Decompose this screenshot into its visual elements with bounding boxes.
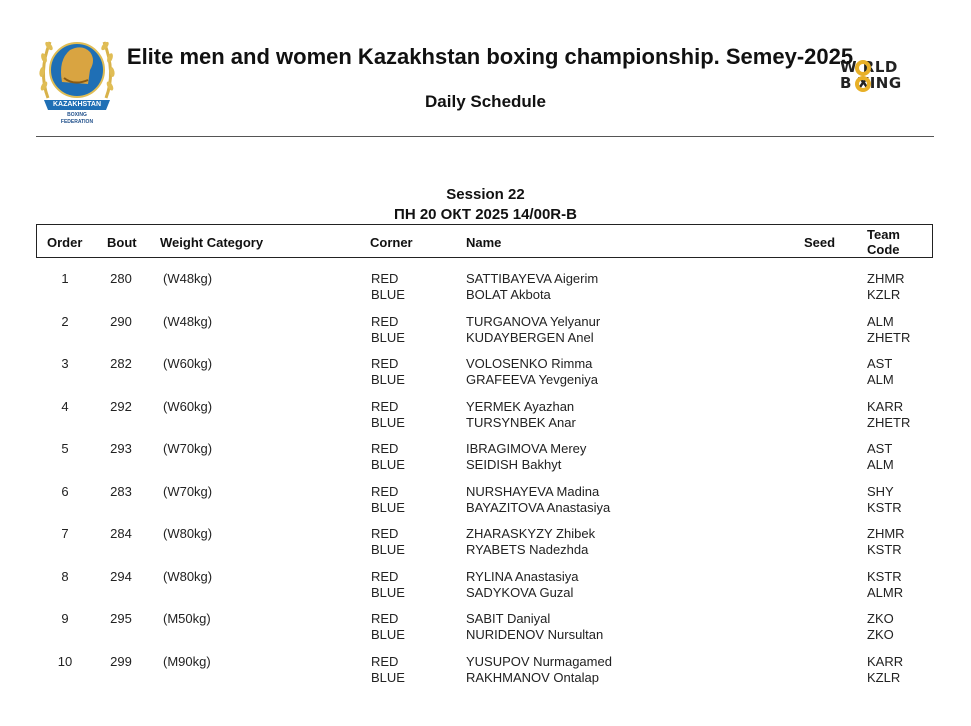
blue-boxer-name: GRAFEEVA Yevgeniya bbox=[466, 372, 599, 387]
weight-category-cell: (W48kg) bbox=[163, 271, 213, 286]
weight-category-cell: (W70kg) bbox=[163, 441, 213, 456]
session-date: ПН 20 ОКТ 2025 14/00R-B bbox=[394, 206, 577, 223]
weight-category-cell: (M50kg) bbox=[163, 611, 211, 626]
red-team-code: KARR bbox=[867, 398, 904, 414]
red-team-code: KSTR bbox=[867, 568, 902, 584]
red-boxer-name: TURGANOVA Yelyanur bbox=[466, 313, 601, 329]
blue-team-code: ZKO bbox=[867, 627, 894, 642]
red-corner-cell: RED bbox=[371, 611, 399, 626]
weight-category-cell: (W80kg) bbox=[163, 568, 213, 584]
weight-category-cell: (W60kg) bbox=[163, 398, 213, 414]
red-boxer-name: RYLINA Anastasiya bbox=[466, 568, 579, 584]
column-weight-category: Weight Category bbox=[160, 235, 264, 250]
red-boxer-name: ZHARASKYZY Zhibek bbox=[466, 526, 596, 541]
order-cell: 4 bbox=[61, 398, 69, 414]
document-title: Elite men and women Kazakhstan boxing championship. Semey-2025 bbox=[126, 44, 854, 69]
logo-federation-text: FEDERATION bbox=[60, 119, 94, 125]
bout-cell: 282 bbox=[110, 356, 132, 371]
blue-boxer-name: TURSYNBEK Anar bbox=[466, 414, 576, 430]
blue-corner-cell: BLUE bbox=[371, 287, 405, 302]
red-team-code: ZKO bbox=[867, 611, 894, 626]
bout-cell: 293 bbox=[110, 441, 132, 456]
red-boxer-name: NURSHAYEVA Madina bbox=[466, 483, 600, 499]
blue-team-code: KZLR bbox=[867, 669, 901, 685]
weight-category-cell: (W70kg) bbox=[163, 483, 213, 499]
order-cell: 8 bbox=[61, 568, 69, 584]
order-cell: 1 bbox=[61, 271, 69, 286]
weight-category-cell: (W60kg) bbox=[163, 356, 213, 371]
column-order: Order bbox=[47, 235, 83, 250]
red-corner-cell: RED bbox=[371, 526, 399, 541]
bout-cell: 290 bbox=[110, 313, 132, 329]
order-cell: 3 bbox=[61, 356, 69, 371]
order-cell: 5 bbox=[61, 441, 69, 456]
blue-boxer-name: SADYKOVA Guzal bbox=[466, 584, 574, 600]
blue-boxer-name: BOLAT Akbota bbox=[466, 287, 551, 302]
world-boxing-line-2: B XING bbox=[840, 74, 902, 92]
column-corner: Corner bbox=[370, 235, 413, 250]
weight-category-cell: (W48kg) bbox=[163, 313, 213, 329]
red-corner-cell: RED bbox=[371, 356, 399, 371]
bout-cell: 284 bbox=[110, 526, 132, 541]
blue-team-code: ALM bbox=[867, 457, 894, 472]
blue-corner-cell: BLUE bbox=[371, 669, 405, 685]
column-bout: Bout bbox=[107, 235, 137, 250]
order-cell: 2 bbox=[61, 313, 69, 329]
blue-boxer-name: RAKHMANOV Ontalap bbox=[466, 669, 599, 685]
header-divider bbox=[36, 136, 934, 137]
order-cell: 7 bbox=[61, 526, 69, 541]
red-team-code: AST bbox=[867, 356, 893, 371]
blue-corner-cell: BLUE bbox=[371, 457, 405, 472]
blue-boxer-name: BAYAZITOVA Anastasiya bbox=[466, 499, 611, 515]
red-boxer-name: YUSUPOV Nurmagamed bbox=[466, 653, 612, 669]
red-boxer-name: VOLOSENKO Rimma bbox=[466, 356, 593, 371]
weight-category-cell: (M90kg) bbox=[163, 653, 211, 669]
order-cell: 9 bbox=[61, 611, 69, 626]
red-corner-cell: RED bbox=[371, 483, 399, 499]
red-corner-cell: RED bbox=[371, 313, 399, 329]
blue-team-code: ALM bbox=[867, 372, 894, 387]
table-header bbox=[36, 224, 933, 258]
red-corner-cell: RED bbox=[371, 271, 399, 286]
bout-cell: 299 bbox=[110, 653, 132, 669]
order-cell: 10 bbox=[57, 653, 73, 669]
red-team-code: KARR bbox=[867, 653, 904, 669]
bout-cell: 295 bbox=[110, 611, 132, 626]
blue-team-code: ALMR bbox=[867, 584, 904, 600]
blue-corner-cell: BLUE bbox=[371, 372, 405, 387]
session-title: Session 22 bbox=[446, 186, 525, 203]
blue-corner-cell: BLUE bbox=[371, 329, 405, 345]
red-corner-cell: RED bbox=[371, 568, 399, 584]
red-corner-cell: RED bbox=[371, 653, 399, 669]
red-team-code: ZHMR bbox=[867, 526, 905, 541]
red-boxer-name: SATTIBAYEVA Aigerim bbox=[466, 271, 599, 286]
blue-team-code: KSTR bbox=[867, 499, 902, 515]
blue-boxer-name: RYABETS Nadezhda bbox=[466, 542, 589, 557]
blue-corner-cell: BLUE bbox=[371, 584, 405, 600]
red-team-code: SHY bbox=[867, 483, 894, 499]
red-boxer-name: IBRAGIMOVA Merey bbox=[466, 441, 587, 456]
blue-corner-cell: BLUE bbox=[371, 542, 405, 557]
weight-category-cell: (W80kg) bbox=[163, 526, 213, 541]
blue-team-code: KSTR bbox=[867, 542, 902, 557]
blue-corner-cell: BLUE bbox=[371, 414, 405, 430]
world-boxing-line-1: W RLD bbox=[840, 58, 898, 76]
bout-cell: 294 bbox=[110, 568, 132, 584]
blue-team-code: ZHETR bbox=[867, 414, 911, 430]
blue-team-code: ZHETR bbox=[867, 329, 911, 345]
red-team-code: ALM bbox=[867, 313, 894, 329]
bout-cell: 292 bbox=[110, 398, 132, 414]
blue-boxer-name: KUDAYBERGEN Anel bbox=[466, 329, 594, 345]
red-team-code: AST bbox=[867, 441, 893, 456]
blue-corner-cell: BLUE bbox=[371, 499, 405, 515]
blue-corner-cell: BLUE bbox=[371, 627, 405, 642]
column-seed: Seed bbox=[804, 235, 836, 250]
bout-cell: 283 bbox=[110, 483, 132, 499]
column-code: Code bbox=[867, 242, 900, 257]
blue-team-code: KZLR bbox=[867, 287, 901, 302]
red-corner-cell: RED bbox=[371, 398, 399, 414]
red-team-code: ZHMR bbox=[867, 271, 905, 286]
red-boxer-name: SABIT Daniyal bbox=[466, 611, 551, 626]
column-team: Team bbox=[867, 227, 900, 242]
blue-boxer-name: SEIDISH Bakhyt bbox=[466, 457, 562, 472]
bout-cell: 280 bbox=[110, 271, 132, 286]
logo-banner-text: KAZAKHSTAN bbox=[52, 101, 102, 108]
order-cell: 6 bbox=[61, 483, 69, 499]
document-subtitle: Daily Schedule bbox=[425, 92, 546, 111]
red-corner-cell: RED bbox=[371, 441, 399, 456]
red-boxer-name: YERMEK Ayazhan bbox=[466, 398, 575, 414]
world-boxing-ring-icon bbox=[855, 76, 871, 92]
logo-boxing-text: BOXING bbox=[67, 112, 87, 118]
column-name: Name bbox=[466, 235, 502, 250]
blue-boxer-name: NURIDENOV Nursultan bbox=[466, 627, 604, 642]
